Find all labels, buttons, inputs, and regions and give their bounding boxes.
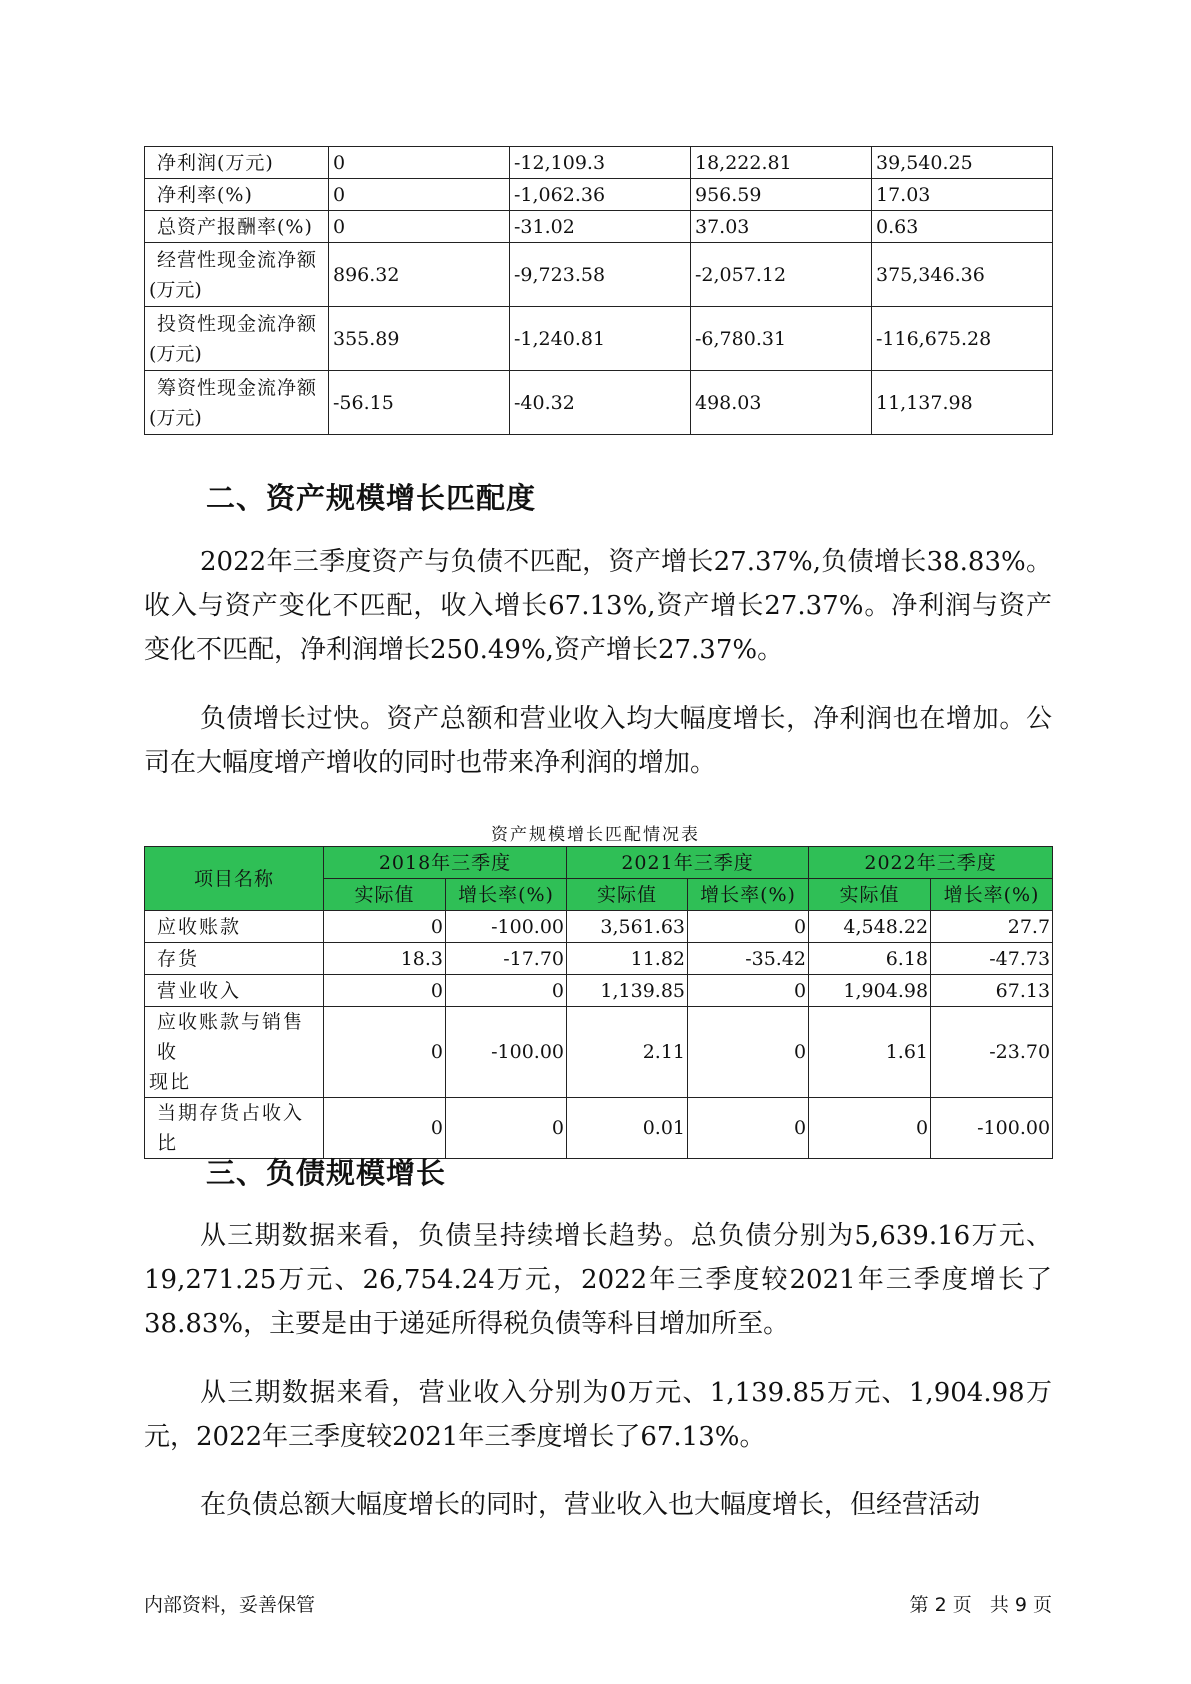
table-row — [145, 147, 1053, 179]
table-cell: 956.59 — [691, 179, 872, 211]
table-header-row — [145, 847, 1053, 879]
table-cell: 4,548.22 — [809, 911, 931, 943]
row-label-line1: 经营性现金流净额 — [157, 248, 318, 271]
table-cell: 1,139.85 — [567, 975, 688, 1007]
table-row — [145, 911, 1053, 943]
table-cell: -100.00 — [446, 911, 567, 943]
table-cell: 0 — [324, 1007, 446, 1098]
column-header: 增长率(%) — [931, 879, 1053, 911]
table-cell: -1,240.81 — [510, 307, 691, 371]
financial-indicators-table — [144, 146, 1053, 435]
table-row — [145, 1007, 1053, 1098]
column-header: 实际值 — [324, 879, 446, 911]
column-header: 2022年三季度 — [809, 847, 1053, 879]
asset-growth-match-table — [144, 846, 1053, 1159]
table-cell: -35.42 — [688, 943, 809, 975]
table-cell: 18,222.81 — [691, 147, 872, 179]
column-header: 增长率(%) — [446, 879, 567, 911]
row-label-line2: (万元) — [149, 342, 202, 365]
table-cell: 0 — [329, 179, 510, 211]
row-label: 当期存货占收入比 — [145, 1098, 324, 1159]
table-cell: 0 — [324, 911, 446, 943]
table-cell: 0 — [688, 1098, 809, 1159]
row-label-line2: 现比 — [149, 1071, 192, 1093]
column-header: 增长率(%) — [688, 879, 809, 911]
table-cell: 37.03 — [691, 211, 872, 243]
table-cell: 375,346.36 — [872, 243, 1053, 307]
table-cell: -23.70 — [931, 1007, 1053, 1098]
table-cell: 0.63 — [872, 211, 1053, 243]
table-cell: 0 — [324, 1098, 446, 1159]
row-label: 营业收入 — [145, 975, 324, 1007]
table-row — [145, 179, 1053, 211]
section-heading: 二、资产规模增长匹配度 — [206, 481, 537, 515]
table-cell: 11.82 — [567, 943, 688, 975]
table-cell: 896.32 — [329, 243, 510, 307]
table-cell: -56.15 — [329, 371, 510, 435]
table-cell: -100.00 — [446, 1007, 567, 1098]
column-header: 实际值 — [567, 879, 688, 911]
table-cell: -2,057.12 — [691, 243, 872, 307]
table-row — [145, 1098, 1053, 1159]
table-cell: 498.03 — [691, 371, 872, 435]
row-label: 存货 — [145, 943, 324, 975]
paragraph: 从三期数据来看，负债呈持续增长趋势。总负债分别为5,639.16万元、19,271.25万元、26,754.24万元，2022年三季度较2021年三季度增长了38.83%，主要是由于递延所得税负债等科目增加所至。 — [144, 1221, 1052, 1339]
table-cell: 6.18 — [809, 943, 931, 975]
table-row — [145, 243, 1053, 307]
table-cell: -100.00 — [931, 1098, 1053, 1159]
column-header: 实际值 — [809, 879, 931, 911]
table-row — [145, 211, 1053, 243]
table-cell: 3,561.63 — [567, 911, 688, 943]
row-label-line1: 投资性现金流净额 — [157, 312, 318, 335]
table-row — [145, 371, 1053, 435]
row-label: 净利率(%) — [145, 179, 329, 211]
row-label — [145, 1007, 324, 1098]
row-label-line1: 应收账款与销售收 — [157, 1011, 305, 1063]
table-cell: 2.11 — [567, 1007, 688, 1098]
table-caption: 资产规模增长匹配情况表 — [491, 825, 700, 845]
row-label — [145, 307, 329, 371]
table-cell: 18.3 — [324, 943, 446, 975]
footer-page-number: 第 2 页 共 9 页 — [909, 1594, 1052, 1616]
table-cell: 0 — [688, 911, 809, 943]
table-cell: 11,137.98 — [872, 371, 1053, 435]
table-cell: -47.73 — [931, 943, 1053, 975]
row-label: 应收账款 — [145, 911, 324, 943]
table-cell: 67.13 — [931, 975, 1053, 1007]
row-label: 净利润(万元) — [145, 147, 329, 179]
table-cell: 1,904.98 — [809, 975, 931, 1007]
table-row — [145, 975, 1053, 1007]
row-label: 总资产报酬率(%) — [145, 211, 329, 243]
table-cell: -17.70 — [446, 943, 567, 975]
table-row — [145, 943, 1053, 975]
row-label — [145, 243, 329, 307]
row-label-line2: (万元) — [149, 278, 202, 301]
table-cell: 0 — [446, 1098, 567, 1159]
row-label-line1: 筹资性现金流净额 — [157, 376, 318, 399]
table-cell: -6,780.31 — [691, 307, 872, 371]
paragraph: 在负债总额大幅度增长的同时，营业收入也大幅度增长，但经营活动 — [200, 1490, 981, 1520]
column-header: 2018年三季度 — [324, 847, 567, 879]
table-cell: 1.61 — [809, 1007, 931, 1098]
table-cell: -116,675.28 — [872, 307, 1053, 371]
table-cell: -31.02 — [510, 211, 691, 243]
table-cell: -12,109.3 — [510, 147, 691, 179]
table-cell: -40.32 — [510, 371, 691, 435]
footer-confidential-note: 内部资料，妥善保管 — [144, 1594, 316, 1616]
table-cell: -9,723.58 — [510, 243, 691, 307]
table-cell: 0 — [688, 1007, 809, 1098]
table-cell: 39,540.25 — [872, 147, 1053, 179]
paragraph: 从三期数据来看，营业收入分别为0万元、1,139.85万元、1,904.98万元，2022年三季度较2021年三季度增长了67.13%。 — [144, 1378, 1052, 1452]
column-header: 2021年三季度 — [567, 847, 809, 879]
table-cell: 0 — [446, 975, 567, 1007]
section-heading: 三、负债规模增长 — [206, 1156, 447, 1190]
table-cell: 27.7 — [931, 911, 1053, 943]
row-label-line2: (万元) — [149, 406, 202, 429]
table-cell: 0 — [329, 147, 510, 179]
column-header: 项目名称 — [145, 847, 324, 911]
table-cell: -1,062.36 — [510, 179, 691, 211]
paragraph: 负债增长过快。资产总额和营业收入均大幅度增长，净利润也在增加。公司在大幅度增产增收的同时也带来净利润的增加。 — [144, 704, 1052, 778]
row-label — [145, 371, 329, 435]
table-cell: 0.01 — [567, 1098, 688, 1159]
table-cell: 0 — [809, 1098, 931, 1159]
table-cell: 0 — [324, 975, 446, 1007]
table-row — [145, 307, 1053, 371]
table-cell: 355.89 — [329, 307, 510, 371]
paragraph: 2022年三季度资产与负债不匹配，资产增长27.37%,负债增长38.83%。收入与资产变化不匹配，收入增长67.13%,资产增长27.37%。净利润与资产变化不匹配，净利润增长250.49%,资产增长27.37%。 — [144, 547, 1052, 665]
table-cell: 0 — [688, 975, 809, 1007]
table-cell: 17.03 — [872, 179, 1053, 211]
table-cell: 0 — [329, 211, 510, 243]
